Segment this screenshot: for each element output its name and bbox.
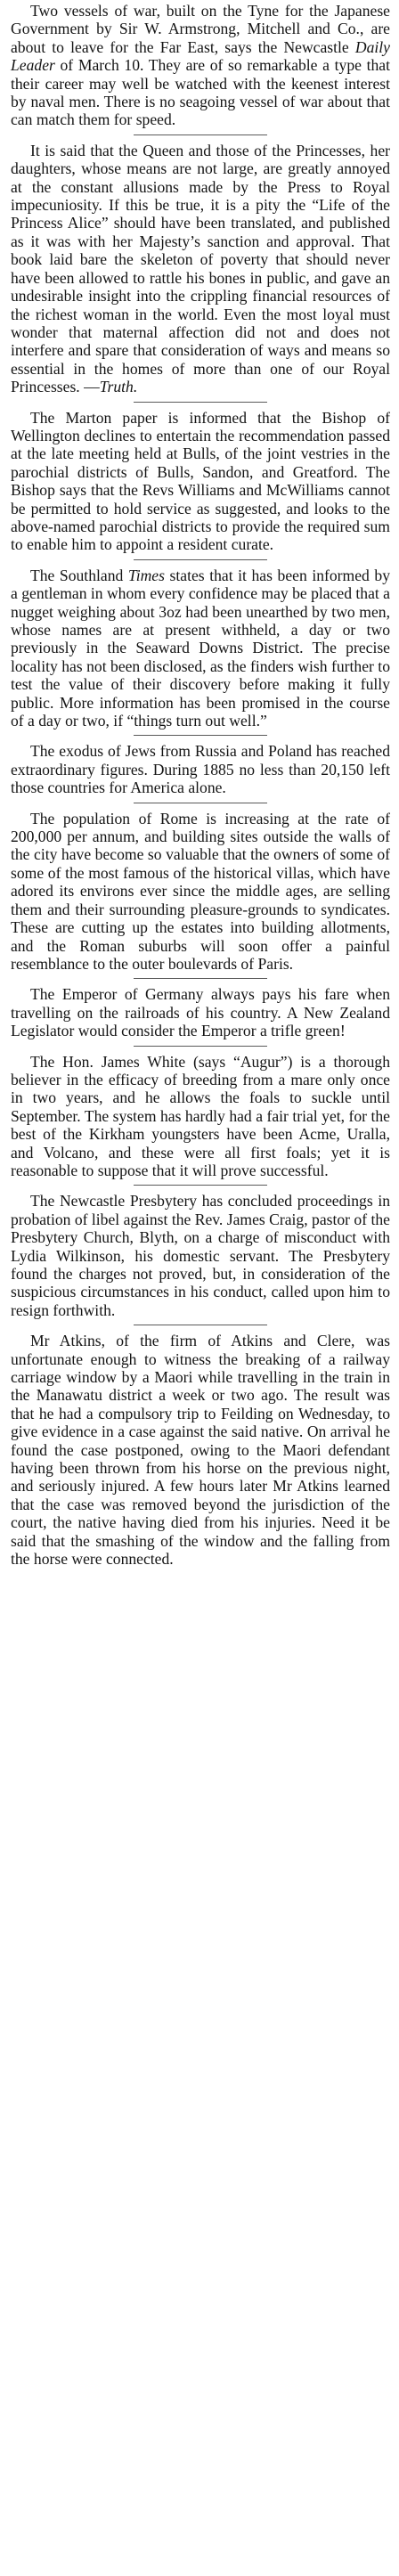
article-james-white-breeding bbox=[11, 1053, 390, 1180]
article-jewish-exodus bbox=[11, 742, 390, 796]
article-japanese-warships bbox=[11, 2, 390, 129]
text-segment: The Newcastle Presbytery has concluded proceedings in probation of libel against the Rev. James Craig, pastor of the Presbytery Church, Blyth, on a charge of misconduct with Lydia Wilkinson, his domestic servant. The Presbytery found the charges not proved, but, in consideration of the suspicious circumstances in his conduct, called upon him to resign forthwith. bbox=[11, 1192, 390, 1319]
article-newcastle-presbytery bbox=[11, 1192, 390, 1319]
article-divider bbox=[134, 1185, 266, 1186]
text-segment: Mr Atkins, of the firm of Atkins and Clere, was unfortunate enough to witness the breaking of a railway carriage window by a Maori while travelling in the train in the Manawatu district a week or two ago. The result was that he had a compulsory trip to Feilding on Wednesday, to give evidence in a case against the said native. On arrival he found the case postponed, owing to the Maori defendant having been thrown from his horse on the previous night, and seriously injured. A few hours later Mr Atkins learned that the case was removed beyond the jurisdiction of the court, the native having died from his injuries. Need it be said that the smashing of the window and the falling from the horse were connected. bbox=[11, 1332, 390, 1569]
article-emperor-germany bbox=[11, 985, 390, 1039]
article-southland-nugget bbox=[11, 567, 390, 730]
text-segment: The Hon. James White (says “Augur”) is a thorough believer in the efficacy of breeding from a mare only once in two years, and he allows the foals to suckle until September. The system has hardly had a fair trial yet, for the best of the Kirkham youngsters have been Acme, Uralla, and Volcano, and these were all first foals; yet it is reasonable to suppose that it will prove successful. bbox=[11, 1052, 390, 1179]
source-credit: Truth. bbox=[99, 378, 138, 396]
article-divider bbox=[134, 559, 266, 560]
text-segment: The population of Rome is increasing at the rate of 200,000 per annum, and building sites outside the walls of the city have become so valuable that the owners of some of some of the most famous of the historical villas, which have adored its environs ever since the middle ages, are selling them and their surrounding pleasure-grounds to syndicates. These are cutting up the estates into building allotments, and the Roman suburbs will soon offer a painful resemblance to the outer boulevards of Paris. bbox=[11, 809, 390, 973]
text-segment: states that it has been informed by a gentleman in whom every confidence may be placed that a nugget weighing about 3oz had been unearthed by two men, whose names are at present withheld, a day or two previously in the Seaward Downs District. The precise locality has not been disclosed, as the finders wish further to test the value of their discovery before making it fully public. More information has been promised in the course of a day or two, if “things turn out well.” bbox=[11, 566, 390, 730]
text-segment: of March 10. They are of so remarkable a type that their career may well be watched with the keenest interest by naval men. There is no seagoing vessel of war about that can match them for speed. bbox=[11, 56, 390, 129]
article-atkins-maori bbox=[11, 1332, 390, 1568]
text-segment: The Southland bbox=[30, 566, 128, 584]
article-divider bbox=[134, 735, 266, 736]
article-divider bbox=[134, 1046, 266, 1047]
article-bishop-wellington bbox=[11, 409, 390, 554]
newspaper-name: Times bbox=[127, 566, 165, 584]
article-divider bbox=[134, 978, 266, 979]
article-divider bbox=[134, 402, 266, 403]
text-segment: The Emperor of Germany always pays his fare when travelling on the railroads of his country. A New Zealand Legislator would consider the Emperor a trifle green! bbox=[11, 985, 390, 1040]
text-segment: Two vessels of war, built on the Tyne for the Japanese Government by Sir W. Armstrong, Mitchell and Co., are about to leave for the Far East, says the Newcastle bbox=[11, 2, 390, 56]
newspaper-name: Daily Leader bbox=[11, 37, 390, 75]
text-segment: It is said that the Queen and those of the Princesses, her daughters, whose means are not large, are greatly annoyed at the constant allusions made by the Press to Royal impecuniosity. If this be true, it is a pity the “Life of the Princess Alice” should have been translated, and published as it was with her Majesty’s sanction and approval. That book laid bare the skeleton of poverty that should never have been allowed to rattle his bones in public, and gave an undesirable insight into the crippling financial resources of the richest woman in the world. Even the most loyal must wonder that maternal affection did not and does not interfere and spare that consideration of ways and means so essential in the homes of more than one of our Royal Princesses. — bbox=[11, 141, 390, 396]
text-segment: The Marton paper is informed that the Bishop of Wellington declines to entertain the recommendation passed at the late meeting held at Bulls, of the joint vestries in the parochial districts of Bulls, Sandon, and Greatford. The Bishop says that the Revs Williams and McWilliams cannot be permitted to hold service as suggested, and looks to the above-named parochial districts to provide the required sum to enable him to appoint a resident curate. bbox=[11, 408, 390, 554]
article-royal-princesses bbox=[11, 142, 390, 396]
text-segment: The exodus of Jews from Russia and Poland has reached extraordinary figures. During 1885 no less than 20,150 left those countries for America alone. bbox=[11, 742, 390, 797]
article-rome-population bbox=[11, 810, 390, 974]
